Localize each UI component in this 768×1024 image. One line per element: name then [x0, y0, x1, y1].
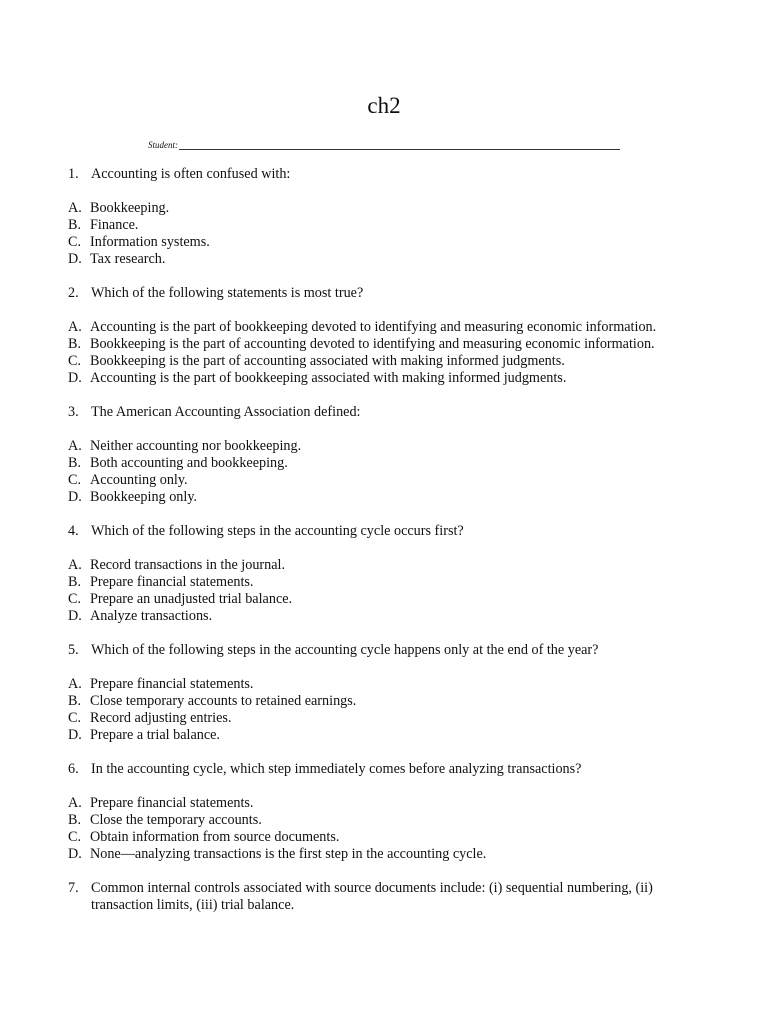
answer-options [68, 557, 708, 625]
option-text: Prepare a trial balance. [90, 727, 220, 743]
option-text: Prepare financial statements. [90, 676, 254, 692]
option-text: Accounting is the part of bookkeeping devoted to identifying and measuring economic information. [90, 319, 657, 335]
answer-option [68, 455, 708, 472]
option-text: Bookkeeping. [90, 200, 170, 216]
option-text: Tax research. [90, 251, 166, 267]
question-number: 6. [68, 761, 79, 777]
option-letter: B. [68, 693, 82, 709]
option-letter: A. [68, 795, 82, 811]
question-number: 7. [68, 880, 79, 896]
answer-option [68, 727, 708, 744]
option-text: Both accounting and bookkeeping. [90, 455, 288, 471]
answer-option [68, 200, 708, 217]
question-item [68, 880, 708, 914]
option-letter: C. [68, 829, 82, 845]
question-stem [68, 523, 708, 540]
question-stem [68, 285, 708, 302]
answer-options [68, 200, 708, 268]
option-letter: D. [68, 251, 82, 267]
answer-option [68, 710, 708, 727]
option-text: Close the temporary accounts. [90, 812, 262, 828]
answer-option [68, 591, 708, 608]
student-name-line [148, 137, 620, 151]
question-item [68, 404, 708, 506]
answer-option [68, 336, 708, 353]
answer-options [68, 795, 708, 863]
option-letter: A. [68, 319, 82, 335]
answer-option [68, 812, 708, 829]
option-letter: D. [68, 489, 82, 505]
question-text: In the accounting cycle, which step immediately comes before analyzing transactions? [91, 761, 582, 777]
answer-options [68, 676, 708, 744]
question-text: The American Accounting Association defined: [91, 404, 361, 420]
option-text: Bookkeeping is the part of accounting devoted to identifying and measuring economic information. [90, 336, 655, 352]
option-text: Analyze transactions. [90, 608, 213, 624]
answer-option [68, 472, 708, 489]
answer-option [68, 234, 708, 251]
answer-option [68, 251, 708, 268]
question-text: Which of the following statements is most true? [91, 285, 364, 301]
option-letter: D. [68, 608, 82, 624]
option-letter: B. [68, 217, 82, 233]
option-text: Bookkeeping only. [90, 489, 198, 505]
answer-option [68, 846, 708, 863]
option-letter: B. [68, 812, 82, 828]
answer-options [68, 319, 708, 387]
option-text: Close temporary accounts to retained earnings. [90, 693, 357, 709]
answer-option [68, 693, 708, 710]
question-item [68, 642, 708, 744]
page-title: ch2 [367, 93, 401, 118]
option-letter: A. [68, 557, 82, 573]
question-stem [68, 880, 708, 914]
option-text: Accounting only. [90, 472, 188, 488]
option-text: Obtain information from source documents. [90, 829, 340, 845]
question-number: 4. [68, 523, 79, 539]
option-text: Prepare an unadjusted trial balance. [90, 591, 293, 607]
option-text: Finance. [90, 217, 139, 233]
question-stem [68, 761, 708, 778]
question-number: 3. [68, 404, 79, 420]
question-item [68, 523, 708, 625]
answer-option [68, 489, 708, 506]
question-number: 2. [68, 285, 79, 301]
answer-option [68, 319, 708, 336]
option-text: Prepare financial statements. [90, 795, 254, 811]
question-item [68, 285, 708, 387]
answer-option [68, 574, 708, 591]
question-text: Accounting is often confused with: [91, 166, 291, 182]
option-text: Neither accounting nor bookkeeping. [90, 438, 302, 454]
option-letter: D. [68, 727, 82, 743]
option-letter: C. [68, 234, 82, 250]
question-number: 5. [68, 642, 79, 658]
answer-option [68, 795, 708, 812]
answer-option [68, 217, 708, 234]
option-letter: B. [68, 336, 82, 352]
question-stem [68, 166, 708, 183]
answer-option [68, 353, 708, 370]
student-label: Student: [148, 140, 178, 150]
option-letter: C. [68, 710, 82, 726]
question-text: Common internal controls associated with source documents include: (i) sequential numbering, (ii) transaction limits, (iii) trial balance. [91, 880, 653, 913]
answer-option [68, 608, 708, 625]
question-stem [68, 404, 708, 421]
option-text: Bookkeeping is the part of accounting associated with making informed judgments. [90, 353, 565, 369]
option-letter: C. [68, 472, 82, 488]
option-letter: B. [68, 455, 82, 471]
option-letter: A. [68, 438, 82, 454]
option-letter: D. [68, 846, 82, 862]
option-text: Record adjusting entries. [90, 710, 232, 726]
answer-option [68, 557, 708, 574]
option-text: Accounting is the part of bookkeeping associated with making informed judgments. [90, 370, 567, 386]
option-letter: C. [68, 353, 82, 369]
option-letter: A. [68, 200, 82, 216]
answer-option [68, 438, 708, 455]
answer-option [68, 829, 708, 846]
option-letter: C. [68, 591, 82, 607]
question-stem [68, 642, 708, 659]
question-item [68, 761, 708, 863]
answer-option [68, 676, 708, 693]
question-number: 1. [68, 166, 79, 182]
question-text: Which of the following steps in the accounting cycle happens only at the end of the year? [91, 642, 599, 658]
option-letter: D. [68, 370, 82, 386]
question-item [68, 166, 708, 268]
question-text: Which of the following steps in the accounting cycle occurs first? [91, 523, 464, 539]
option-letter: A. [68, 676, 82, 692]
option-text: Record transactions in the journal. [90, 557, 286, 573]
option-text: None—analyzing transactions is the first step in the accounting cycle. [90, 846, 487, 862]
option-text: Prepare financial statements. [90, 574, 254, 590]
answer-option [68, 370, 708, 387]
student-name-blank [179, 139, 620, 150]
option-letter: B. [68, 574, 82, 590]
answer-options [68, 438, 708, 506]
option-text: Information systems. [90, 234, 210, 250]
question-list [68, 166, 708, 931]
